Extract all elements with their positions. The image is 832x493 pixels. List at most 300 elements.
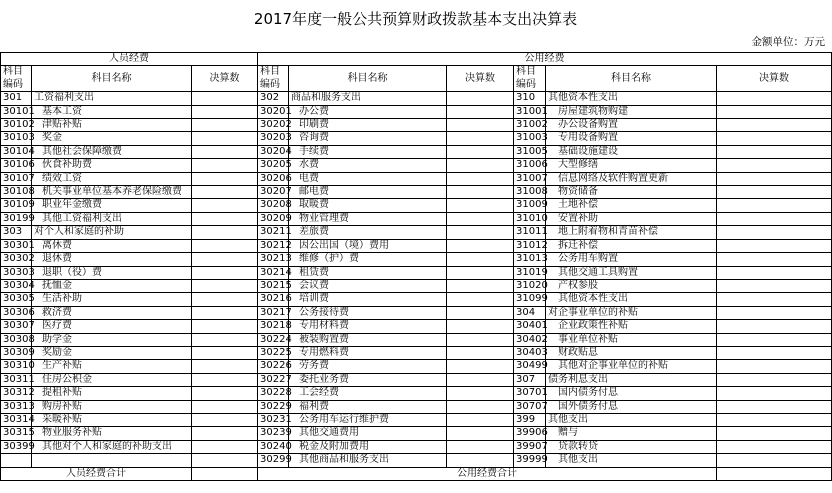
amount-cell: [192, 427, 258, 440]
amount-cell: [717, 172, 832, 185]
subject-name: 劳务费: [289, 360, 447, 373]
subject-name: 专用设备购置: [546, 132, 717, 145]
table-row: [1, 145, 832, 158]
subject-code: 31003: [514, 132, 546, 145]
subject-code: 31099: [514, 293, 546, 306]
subject-code: 30216: [258, 293, 289, 306]
amount-cell: [192, 373, 258, 386]
public-total-label: 公用经费合计: [258, 467, 717, 480]
subject-code: 30213: [258, 253, 289, 266]
subject-code: 39906: [514, 427, 546, 440]
subject-name: 绩效工资: [32, 172, 192, 185]
subject-code: 30239: [258, 427, 289, 440]
subject-code: 30313: [1, 400, 32, 413]
amount-cell: [192, 333, 258, 346]
table-row: [1, 172, 832, 185]
amount-cell: [192, 186, 258, 199]
amount-cell: [717, 293, 832, 306]
subject-code: 30302: [1, 253, 32, 266]
subject-name: 其他资本性支出: [546, 92, 717, 105]
amount-cell: [192, 306, 258, 319]
subject-code: 30310: [1, 360, 32, 373]
table-row: [1, 266, 832, 279]
subject-name: 救济费: [32, 306, 192, 319]
amount-cell: [192, 320, 258, 333]
subject-name: 因公出国（境）费用: [289, 239, 447, 252]
subject-name: 其他商品和服务支出: [289, 454, 447, 467]
subject-code: 30309: [1, 346, 32, 359]
amount-cell: [192, 293, 258, 306]
subject-name: 职业年金缴费: [32, 199, 192, 212]
table-row: [1, 454, 832, 467]
subject-name: 生产补贴: [32, 360, 192, 373]
personnel-total-label: 人员经费合计: [1, 467, 192, 480]
subject-code: 31009: [514, 199, 546, 212]
column-header-row: [1, 66, 832, 92]
amount-cell: [192, 159, 258, 172]
amount-cell: [447, 400, 514, 413]
amount-cell: [192, 105, 258, 118]
subject-code: 30314: [1, 413, 32, 426]
amount-cell: [717, 145, 832, 158]
amount-cell: [447, 239, 514, 252]
page-title: 2017年度一般公共预算财政拨款基本支出决算表: [253, 10, 578, 28]
subject-name: 其他对个人和家庭的补助支出: [32, 440, 192, 453]
table-row: [1, 320, 832, 333]
subject-name: 赠与: [546, 427, 717, 440]
subject-name: 其他交通工具购置: [546, 266, 717, 279]
subject-code: 303: [1, 226, 32, 239]
amount-cell: [717, 212, 832, 225]
subject-name: 其他对企事业单位的补贴: [546, 360, 717, 373]
subject-code: 31001: [514, 105, 546, 118]
subject-name: 津贴补贴: [32, 119, 192, 132]
subject-code: 30204: [258, 145, 289, 158]
subject-name: 提租补贴: [32, 387, 192, 400]
amount-cell: [717, 239, 832, 252]
subject-name: 购房补贴: [32, 400, 192, 413]
subject-name: 国外债务付息: [546, 400, 717, 413]
subject-code: 31013: [514, 253, 546, 266]
subject-code: 30301: [1, 239, 32, 252]
subject-code: 310: [514, 92, 546, 105]
amount-header: 决算数: [717, 66, 832, 92]
table-row: [1, 119, 832, 132]
amount-cell: [192, 172, 258, 185]
section-public: 公用经费: [258, 53, 832, 66]
amount-cell: [447, 373, 514, 386]
table-row: [1, 253, 832, 266]
subject-name: 办公费: [289, 105, 447, 118]
subject-name: 对个人和家庭的补助: [32, 226, 192, 239]
subject-name: 电费: [289, 172, 447, 185]
subject-name: 债务利息支出: [546, 373, 717, 386]
subject-name: 物业服务补贴: [32, 427, 192, 440]
amount-cell: [717, 266, 832, 279]
amount-cell: [717, 373, 832, 386]
amount-cell: [717, 119, 832, 132]
amount-cell: [192, 226, 258, 239]
subject-code: 30240: [258, 440, 289, 453]
amount-cell: [717, 306, 832, 319]
subject-name: 生活补助: [32, 293, 192, 306]
subject-code: 30108: [1, 186, 32, 199]
amount-cell: [447, 212, 514, 225]
subject-code: 30303: [1, 266, 32, 279]
subject-name: 其他交通费用: [289, 427, 447, 440]
subject-name: 财政贴息: [546, 346, 717, 359]
amount-cell: [192, 199, 258, 212]
subject-name: 助学金: [32, 333, 192, 346]
subject-name: 其他资本性支出: [546, 293, 717, 306]
subject-code: 30224: [258, 333, 289, 346]
subject-code: 301: [1, 92, 32, 105]
amount-cell: [192, 92, 258, 105]
amount-cell: [447, 172, 514, 185]
subject-name: 邮电费: [289, 186, 447, 199]
subject-code: 30299: [258, 454, 289, 467]
subject-name: 差旅费: [289, 226, 447, 239]
subject-name: 信息网络及软件购置更新: [546, 172, 717, 185]
amount-cell: [447, 320, 514, 333]
amount-cell: [717, 440, 832, 453]
subject-name: 房屋建筑物购建: [546, 105, 717, 118]
subject-code: 30312: [1, 387, 32, 400]
subject-code: 30205: [258, 159, 289, 172]
subject-name: 离休费: [32, 239, 192, 252]
amount-cell: [717, 413, 832, 426]
amount-cell: [717, 92, 832, 105]
subject-name: 会议费: [289, 279, 447, 292]
subject-name: 住房公积金: [32, 373, 192, 386]
subject-name: 租赁费: [289, 266, 447, 279]
table-row: [1, 279, 832, 292]
subject-code: 30701: [514, 387, 546, 400]
subject-code: 31008: [514, 186, 546, 199]
subject-code: 30225: [258, 346, 289, 359]
subject-code: 31007: [514, 172, 546, 185]
subject-name: 退休费: [32, 253, 192, 266]
table-row: [1, 199, 832, 212]
expenditure-table: [0, 52, 832, 481]
subject-name: 其他工资福利支出: [32, 212, 192, 225]
amount-cell: [717, 333, 832, 346]
subject-name: 税金及附加费用: [289, 440, 447, 453]
amount-cell: [447, 132, 514, 145]
subject-name: 医疗费: [32, 320, 192, 333]
subject-name: 大型修缮: [546, 159, 717, 172]
amount-header: 决算数: [192, 66, 258, 92]
subject-code: 30102: [1, 119, 32, 132]
table-row: [1, 132, 832, 145]
amount-cell: [717, 400, 832, 413]
section-header-row: [1, 53, 832, 66]
amount-cell: [447, 253, 514, 266]
subject-code: 30399: [1, 440, 32, 453]
subject-code: 39907: [514, 440, 546, 453]
subject-name: 印刷费: [289, 119, 447, 132]
amount-cell: [192, 132, 258, 145]
amount-cell: [447, 387, 514, 400]
amount-cell: [717, 253, 832, 266]
section-personnel: 人员经费: [1, 53, 258, 66]
subject-code: 30211: [258, 226, 289, 239]
subject-code: 30308: [1, 333, 32, 346]
subject-name: 物资储备: [546, 186, 717, 199]
amount-cell: [717, 279, 832, 292]
subject-code: 30227: [258, 373, 289, 386]
subject-name: 国内债务付息: [546, 387, 717, 400]
subject-code: [1, 454, 32, 467]
amount-cell: [192, 360, 258, 373]
subject-code: 30214: [258, 266, 289, 279]
amount-cell: [447, 226, 514, 239]
subject-name: 办公设备购置: [546, 119, 717, 132]
subject-code: 30226: [258, 360, 289, 373]
subject-name: 手续费: [289, 145, 447, 158]
subject-name: 专用燃料费: [289, 346, 447, 359]
table-row: [1, 105, 832, 118]
table-row: [1, 226, 832, 239]
table-row: [1, 346, 832, 359]
subject-code: 30209: [258, 212, 289, 225]
subject-name: 培训费: [289, 293, 447, 306]
amount-cell: [447, 186, 514, 199]
amount-cell: [447, 145, 514, 158]
subject-code: 31019: [514, 266, 546, 279]
subject-code: 30304: [1, 279, 32, 292]
subject-code: 31005: [514, 145, 546, 158]
subject-code: 30104: [1, 145, 32, 158]
amount-cell: [717, 199, 832, 212]
amount-cell: [717, 320, 832, 333]
subject-name: 维修（护）费: [289, 253, 447, 266]
amount-cell: [447, 199, 514, 212]
subject-code: 30231: [258, 413, 289, 426]
subject-code: 30203: [258, 132, 289, 145]
amount-cell: [717, 186, 832, 199]
amount-cell: [717, 346, 832, 359]
subject-code: 30207: [258, 186, 289, 199]
subject-name: 工会经费: [289, 387, 447, 400]
subject-code: 30199: [1, 212, 32, 225]
table-row: [1, 373, 832, 386]
subject-code: 30402: [514, 333, 546, 346]
table-row: [1, 360, 832, 373]
name-header: 科目名称: [289, 66, 447, 92]
subject-name: 贷款转贷: [546, 440, 717, 453]
subject-name: 委托业务费: [289, 373, 447, 386]
amount-cell: [717, 427, 832, 440]
amount-cell: [447, 119, 514, 132]
amount-cell: [717, 159, 832, 172]
subject-code: 30208: [258, 199, 289, 212]
subject-name: 公务用车运行维护费: [289, 413, 447, 426]
table-row: [1, 293, 832, 306]
table-row: [1, 413, 832, 426]
subject-name: 事业单位补贴: [546, 333, 717, 346]
amount-header: 决算数: [447, 66, 514, 92]
table-row: [1, 306, 832, 319]
subject-name: 企业政策性补贴: [546, 320, 717, 333]
personnel-total-amount: [192, 467, 258, 480]
amount-cell: [447, 427, 514, 440]
amount-cell: [447, 159, 514, 172]
subject-code: 30403: [514, 346, 546, 359]
amount-cell: [717, 387, 832, 400]
subject-code: 30228: [258, 387, 289, 400]
subject-name: 其他社会保障缴费: [32, 145, 192, 158]
name-header: 科目名称: [546, 66, 717, 92]
subject-code: 30217: [258, 306, 289, 319]
amount-cell: [192, 239, 258, 252]
amount-cell: [192, 145, 258, 158]
subject-code: 31006: [514, 159, 546, 172]
subject-code: 31010: [514, 212, 546, 225]
subject-code: 30499: [514, 360, 546, 373]
subject-code: 30218: [258, 320, 289, 333]
subject-code: 399: [514, 413, 546, 426]
subject-code: 30229: [258, 400, 289, 413]
code-header: 科目 编码: [514, 66, 546, 92]
subject-code: 30306: [1, 306, 32, 319]
table-row: [1, 440, 832, 453]
subject-code: 30311: [1, 373, 32, 386]
subject-code: 30307: [1, 320, 32, 333]
amount-cell: [717, 132, 832, 145]
amount-cell: [717, 360, 832, 373]
subject-code: 304: [514, 306, 546, 319]
subject-name: [32, 454, 192, 467]
subject-code: 31020: [514, 279, 546, 292]
table-row: [1, 333, 832, 346]
subject-name: 物业管理费: [289, 212, 447, 225]
subject-code: 30106: [1, 159, 32, 172]
subject-code: 31011: [514, 226, 546, 239]
subject-code: 30212: [258, 239, 289, 252]
subject-name: 水费: [289, 159, 447, 172]
subject-code: 30206: [258, 172, 289, 185]
amount-cell: [447, 306, 514, 319]
subject-name: 伙食补助费: [32, 159, 192, 172]
subject-code: 307: [514, 373, 546, 386]
unit-label: 金额单位：万元: [751, 36, 825, 48]
amount-cell: [192, 440, 258, 453]
subject-name: 拆迁补偿: [546, 239, 717, 252]
subject-name: 其他支出: [546, 413, 717, 426]
subject-name: 专用材料费: [289, 320, 447, 333]
subject-name: 商品和服务支出: [289, 92, 447, 105]
code-header: 科目 编码: [1, 66, 32, 92]
amount-cell: [192, 212, 258, 225]
subject-code: 302: [258, 92, 289, 105]
subject-name: 取暖费: [289, 199, 447, 212]
subject-code: 30707: [514, 400, 546, 413]
amount-cell: [192, 454, 258, 467]
subject-code: 30107: [1, 172, 32, 185]
subject-code: 31012: [514, 239, 546, 252]
subject-name: 福利费: [289, 400, 447, 413]
subject-code: 30103: [1, 132, 32, 145]
table-row: [1, 212, 832, 225]
amount-cell: [192, 413, 258, 426]
subject-name: 土地补偿: [546, 199, 717, 212]
subject-name: 抚恤金: [32, 279, 192, 292]
amount-cell: [192, 253, 258, 266]
subject-code: 30201: [258, 105, 289, 118]
amount-cell: [192, 119, 258, 132]
amount-cell: [447, 440, 514, 453]
table-row: [1, 239, 832, 252]
subject-name: 咨询费: [289, 132, 447, 145]
subject-code: 30401: [514, 320, 546, 333]
subject-name: 对企事业单位的补贴: [546, 306, 717, 319]
amount-cell: [447, 105, 514, 118]
subject-name: 地上附着物和青苗补偿: [546, 226, 717, 239]
subject-name: 奖金: [32, 132, 192, 145]
amount-cell: [717, 226, 832, 239]
amount-cell: [447, 293, 514, 306]
subject-name: 基本工资: [32, 105, 192, 118]
amount-cell: [447, 279, 514, 292]
subject-code: 30109: [1, 199, 32, 212]
subject-name: 工资福利支出: [32, 92, 192, 105]
subject-name: 奖励金: [32, 346, 192, 359]
subject-code: 30202: [258, 119, 289, 132]
subject-name: 产权参股: [546, 279, 717, 292]
subject-name: 被装购置费: [289, 333, 447, 346]
amount-cell: [192, 387, 258, 400]
subject-code: 31002: [514, 119, 546, 132]
amount-cell: [447, 92, 514, 105]
amount-cell: [717, 105, 832, 118]
subject-name: 公务接待费: [289, 306, 447, 319]
subject-code: 30215: [258, 279, 289, 292]
subject-name: 采暖补贴: [32, 413, 192, 426]
public-total-amount: [717, 467, 832, 480]
subject-name: 退职（役）费: [32, 266, 192, 279]
totals-row: [1, 467, 832, 480]
table-row: [1, 427, 832, 440]
amount-cell: [192, 266, 258, 279]
table-row: [1, 400, 832, 413]
code-header: 科目 编码: [258, 66, 289, 92]
amount-cell: [447, 360, 514, 373]
subject-name: 其他支出: [546, 454, 717, 467]
amount-cell: [447, 346, 514, 359]
amount-cell: [717, 454, 832, 467]
subject-code: 39999: [514, 454, 546, 467]
subject-code: 30315: [1, 427, 32, 440]
table-row: [1, 159, 832, 172]
amount-cell: [192, 400, 258, 413]
amount-cell: [192, 279, 258, 292]
subject-name: 基础设施建设: [546, 145, 717, 158]
amount-cell: [447, 454, 514, 467]
subject-name: 安置补助: [546, 212, 717, 225]
subject-name: 机关事业单位基本养老保险缴费: [32, 186, 192, 199]
subject-code: 30305: [1, 293, 32, 306]
table-row: [1, 186, 832, 199]
table-row: [1, 92, 832, 105]
subject-code: 30101: [1, 105, 32, 118]
subject-name: 公务用车购置: [546, 253, 717, 266]
name-header: 科目名称: [32, 66, 192, 92]
table-row: [1, 387, 832, 400]
amount-cell: [447, 413, 514, 426]
amount-cell: [447, 333, 514, 346]
amount-cell: [447, 266, 514, 279]
